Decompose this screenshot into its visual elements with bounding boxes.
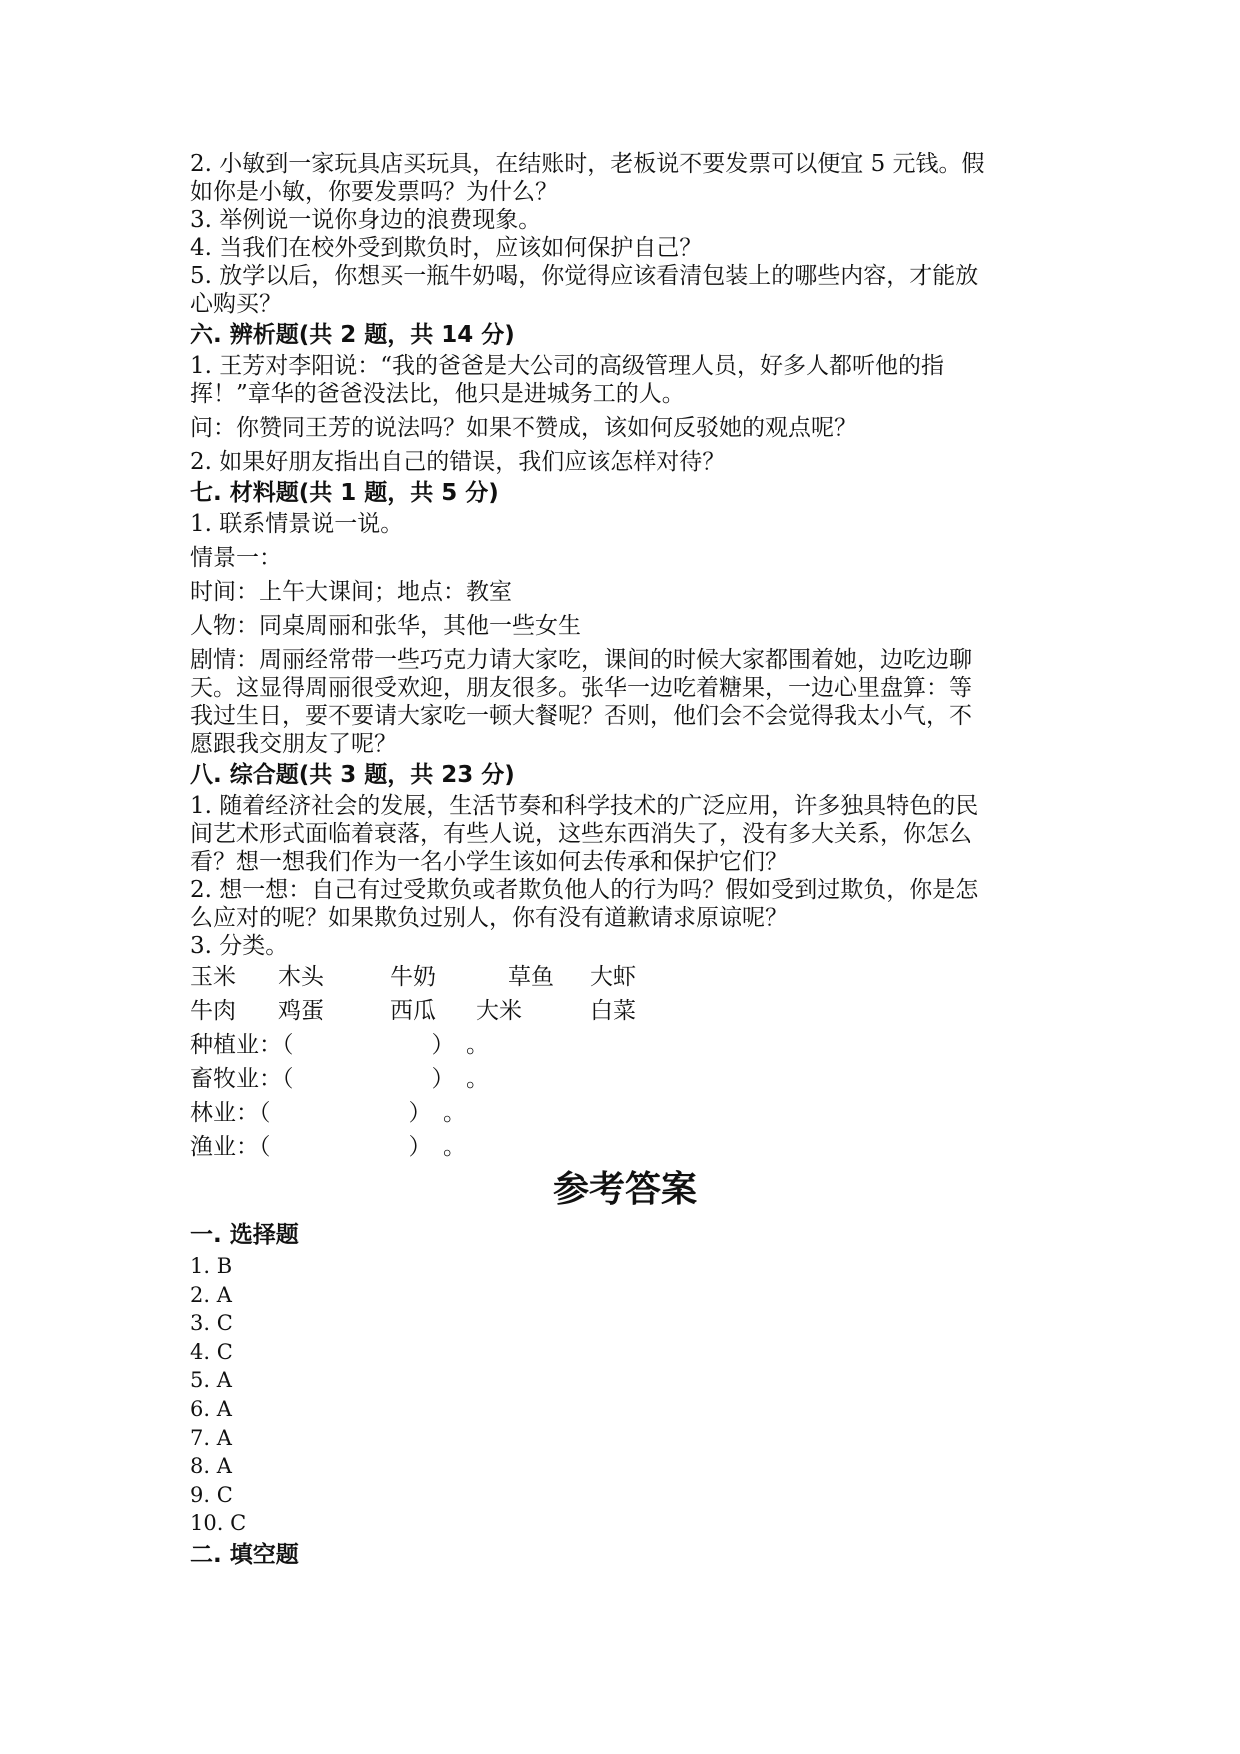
section-heading: 八. 综合题(共 3 题，共 23 分)	[190, 762, 515, 788]
answer-item: 8. A	[190, 1454, 232, 1479]
question-text: 1. 王芳对李阳说：“我的爸爸是大公司的高级管理人员，好多人都听他的指	[190, 353, 945, 379]
answer-item: 5. A	[190, 1368, 232, 1393]
scene-plot: 天。这显得周丽很受欢迎，朋友很多。张华一边吃着糖果，一边心里盘算：等	[190, 675, 972, 701]
document-page	[190, 150, 1060, 1572]
answer-item: 7. A	[190, 1425, 232, 1450]
question-text: 3. 举例说一说你身边的浪费现象。	[190, 207, 542, 233]
question-text: 看？想一想我们作为一名小学生该如何去传承和保护它们？	[190, 849, 788, 875]
fill-blank-line: 渔业：（ ） 。	[190, 1134, 466, 1160]
section-7	[190, 476, 1060, 758]
answer-list	[190, 1252, 1060, 1538]
answer-item: 1. B	[190, 1254, 233, 1278]
section-5-tail	[190, 150, 1060, 318]
classify-item: 玉米	[190, 964, 236, 990]
question-text: 5. 放学以后，你想买一瓶牛奶喝，你觉得应该看清包装上的哪些内容，才能放	[190, 263, 979, 289]
section-6	[190, 318, 1060, 476]
question-text: 问：你赞同王芳的说法吗？如果不赞成，该如何反驳她的观点呢？	[190, 415, 857, 441]
classify-item: 白菜	[590, 998, 636, 1024]
classify-item: 木头	[278, 964, 324, 990]
section-heading: 七. 材料题(共 1 题，共 5 分)	[190, 480, 499, 506]
question-text: 2. 如果好朋友指出自己的错误，我们应该怎样对待？	[190, 449, 726, 475]
answer-item: 6. A	[190, 1396, 232, 1421]
question-text: 心购买？	[190, 291, 282, 317]
question-text: 4. 当我们在校外受到欺负时，应该如何保护自己？	[190, 235, 703, 261]
question-text: 2. 小敏到一家玩具店买玩具，在结账时，老板说不要发票可以便宜 5 元钱。假	[190, 151, 985, 177]
scene-plot: 剧情：周丽经常带一些巧克力请大家吃，课间的时候大家都围着她，边吃边聊	[190, 647, 972, 673]
section-heading: 二. 填空题	[190, 1541, 299, 1568]
answer-item: 9. C	[190, 1482, 233, 1507]
classify-item: 牛肉	[190, 998, 236, 1024]
scene-plot: 我过生日，要不要请大家吃一顿大餐呢？否则，他们会不会觉得我太小气，不	[190, 703, 972, 729]
fill-blank-line: 林业：（ ） 。	[190, 1100, 466, 1126]
classify-item: 鸡蛋	[278, 998, 324, 1024]
question-text: 如你是小敏，你要发票吗？为什么？	[190, 179, 558, 205]
question-text: 挥！”章华的爸爸没法比，他只是进城务工的人。	[190, 381, 685, 407]
question-text: 3. 分类。	[190, 933, 289, 959]
answer-key	[190, 1166, 1060, 1572]
classify-item: 草鱼	[508, 964, 554, 990]
section-heading: 六. 辨析题(共 2 题，共 14 分)	[190, 322, 515, 348]
classify-item: 大虾	[590, 964, 636, 990]
classify-item: 西瓜	[390, 998, 436, 1024]
fill-blank-line: 畜牧业：（ ） 。	[190, 1066, 489, 1092]
scene-time: 时间：上午大课间；地点：教室	[190, 579, 512, 605]
question-text: 1. 联系情景说一说。	[190, 511, 404, 537]
answer-key-title: 参考答案	[552, 1169, 697, 1210]
question-text: 1. 随着经济社会的发展，生活节奏和科学技术的广泛应用，许多独具特色的民	[190, 793, 979, 819]
scene-plot: 愿跟我交朋友了呢？	[190, 731, 397, 757]
fill-blank-line: 种植业：（ ） 。	[190, 1032, 489, 1058]
question-text: 2. 想一想：自己有过受欺负或者欺负他人的行为吗？假如受到过欺负，你是怎	[190, 877, 979, 903]
answer-item: 2. A	[190, 1282, 232, 1307]
scene-label: 情景一：	[190, 545, 282, 571]
classify-item: 牛奶	[390, 964, 436, 990]
answer-item: 4. C	[190, 1339, 233, 1364]
answer-item: 10. C	[190, 1511, 247, 1536]
classify-item: 大米	[476, 998, 522, 1024]
section-heading: 一. 选择题	[190, 1222, 299, 1248]
section-8	[190, 758, 1060, 1164]
question-text: 间艺术形式面临着衰落，有些人说，这些东西消失了，没有多大关系，你怎么	[190, 821, 972, 847]
scene-people: 人物：同桌周丽和张华，其他一些女生	[190, 613, 581, 639]
classify-items-row-2	[190, 994, 1060, 1028]
question-text: 么应对的呢？如果欺负过别人，你有没有道歉请求原谅呢？	[190, 905, 788, 931]
answer-item: 3. C	[190, 1311, 233, 1336]
classify-items-row-1	[190, 960, 1060, 994]
